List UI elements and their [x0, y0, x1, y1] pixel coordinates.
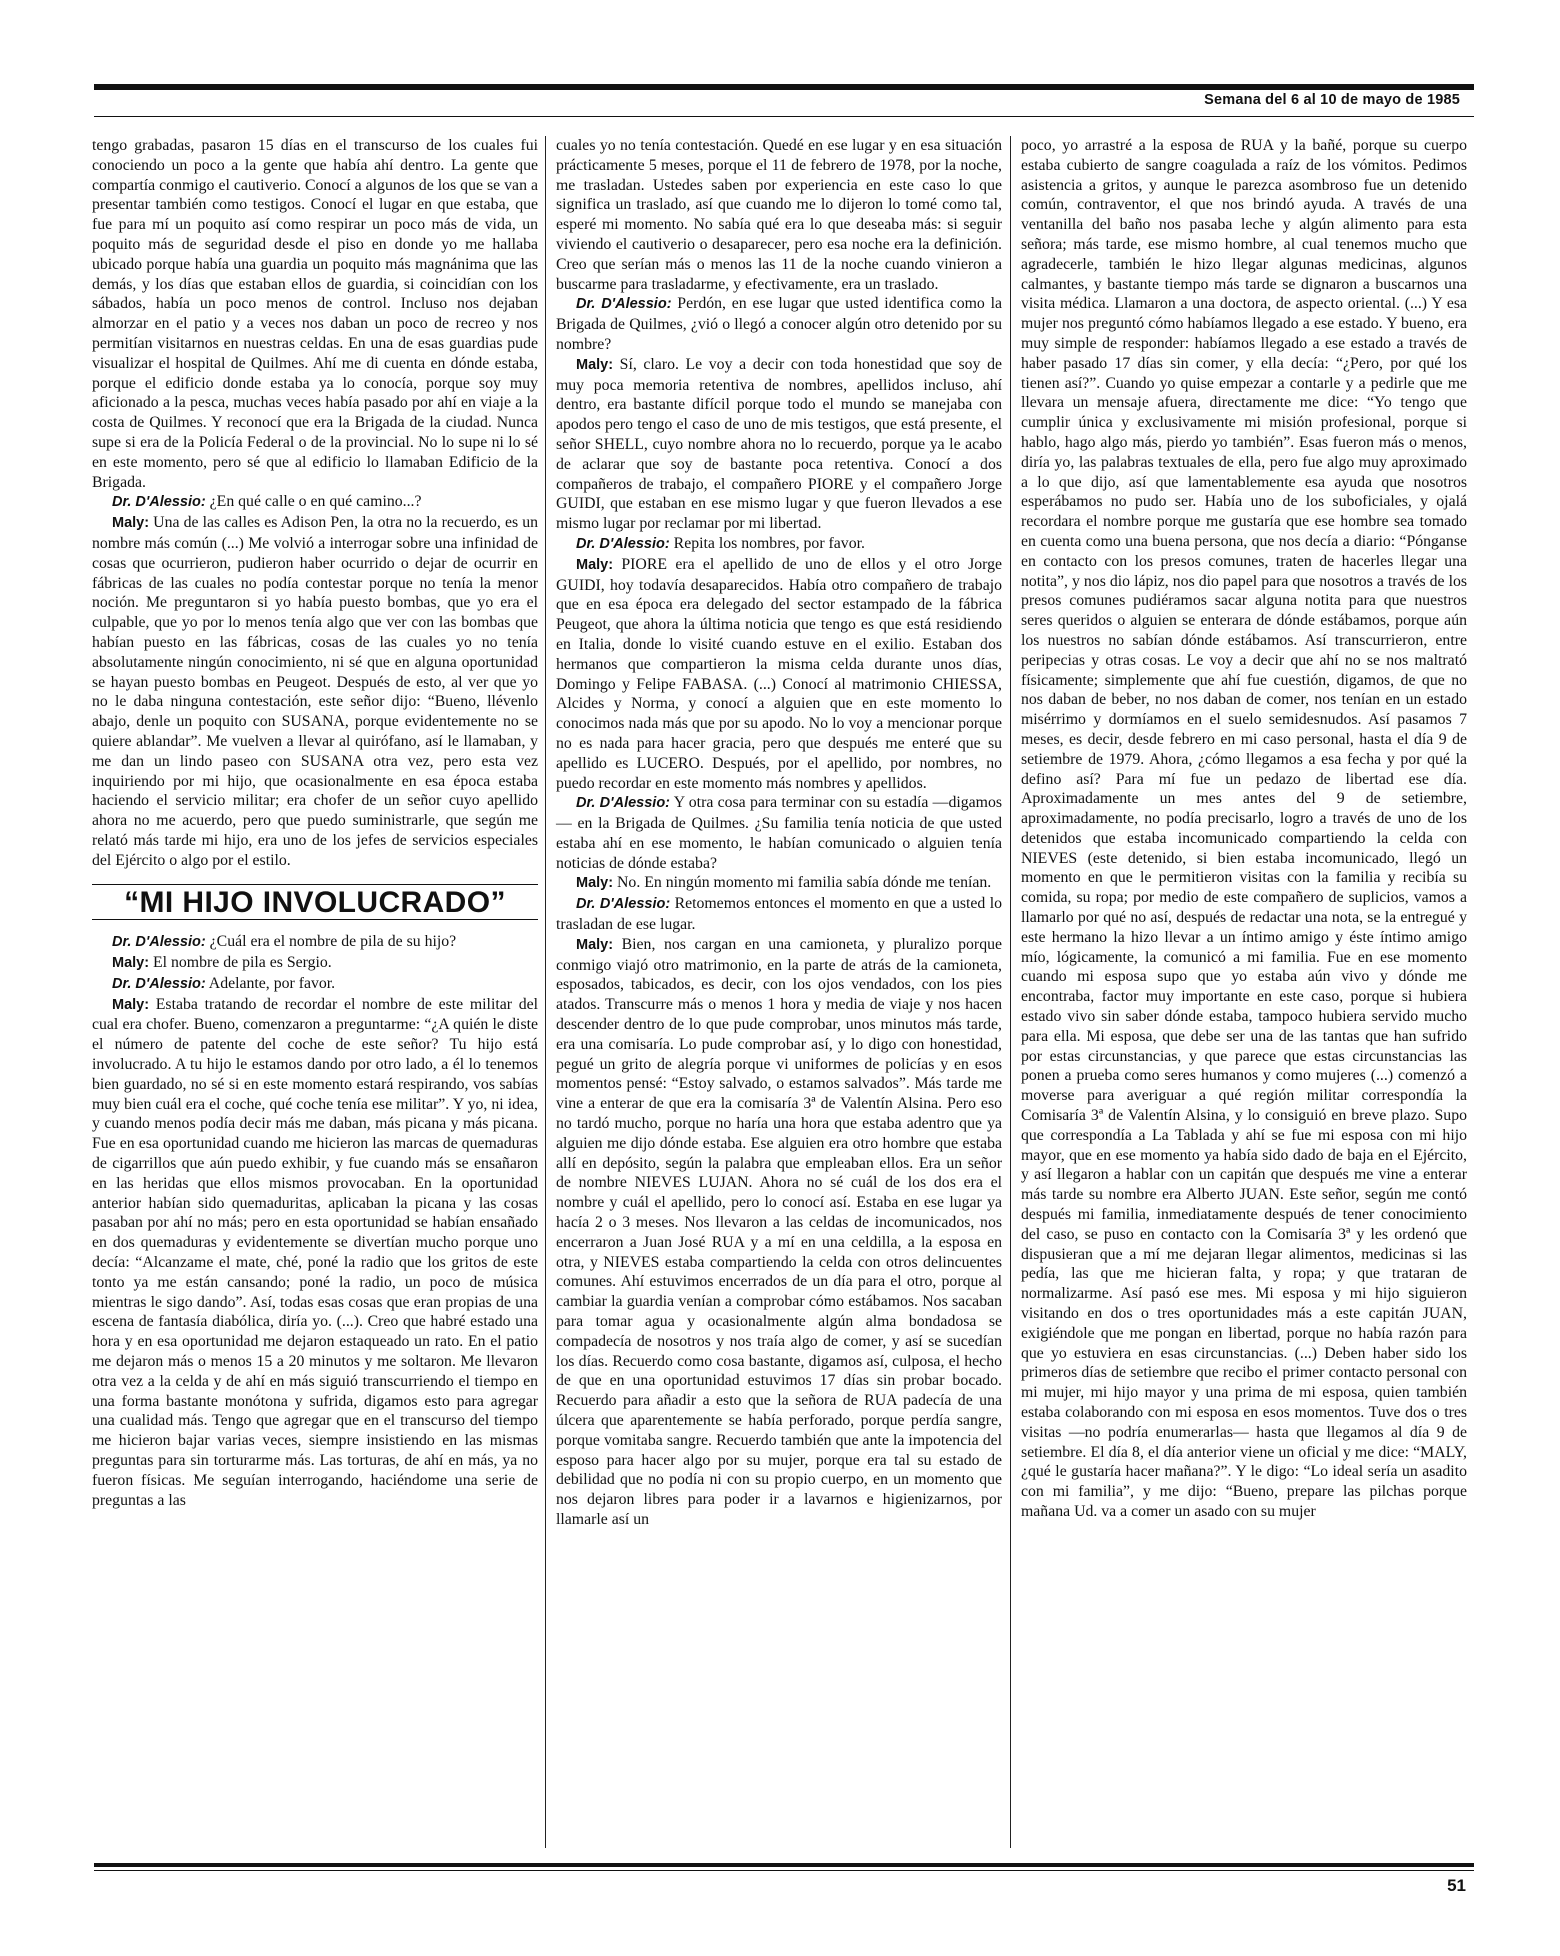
- dialogue-paragraph: [92, 513, 538, 870]
- speaker-label: Maly:: [576, 875, 614, 892]
- section-heading-box: [92, 884, 538, 920]
- dialogue-paragraph: [556, 873, 1002, 894]
- header-top-rule: [94, 84, 1474, 90]
- dialogue-paragraph: [92, 995, 538, 1511]
- dialogue-paragraph: [92, 974, 538, 995]
- dialogue-paragraph: [556, 534, 1002, 555]
- speaker-label: Dr. D'Alessio:: [576, 896, 671, 913]
- speaker-label: Maly:: [576, 556, 614, 573]
- dialogue-paragraph: [556, 793, 1002, 873]
- speaker-label: Maly:: [112, 515, 150, 532]
- header-bottom-rule: [94, 116, 1474, 117]
- running-head: Semana del 6 al 10 de mayo de 1985: [1204, 92, 1460, 108]
- speech-text: ¿En qué calle o en qué camino...?: [205, 493, 422, 511]
- speech-text: Perdón, en ese lugar que usted identifica como la Brigada de Quilmes, ¿vió o llegó a conocer algún otro detenido por su nombre?: [556, 295, 1002, 353]
- speech-text: Y otra cosa para terminar con su estadía —digamos— en la Brigada de Quilmes. ¿Su familia tenía noticia de que usted estaba ahí en ese momento, le habían comunicado o alguien tenía noticias de dónde estaba?: [556, 794, 1002, 872]
- dialogue-paragraph: [556, 935, 1002, 1530]
- dialogue-paragraph: [556, 355, 1002, 534]
- section-heading: “MI HIJO INVOLUCRADO”: [124, 886, 506, 920]
- speech-text: No. En ningún momento mi familia sabía dónde me tenían.: [613, 874, 992, 892]
- text-column-2: [556, 136, 1002, 1530]
- column-divider: [545, 136, 546, 1848]
- paragraph: cuales yo no tenía contestación. Quedé en ese lugar y en esa situación prácticamente 5 meses, porque el 11 de febrero de 1978, por la noche, me trasladan. Ustedes saben por experiencia en este caso lo que significa un traslado, así que cuando me lo dijeron lo tomé como tal, esperé mi momento. No sabía qué era lo que deseaba más: si seguir viviendo el cautiverio o desaparecer, pero esa noche era la definición. Creo que serían más o menos las 11 de la noche cuando vinieron a buscarme para trasladarme, y efectivamente, era un traslado.: [556, 137, 1002, 293]
- speech-text: El nombre de pila es Sergio.: [149, 954, 332, 972]
- dialogue-paragraph: [92, 953, 538, 974]
- dialogue-paragraph: [92, 492, 538, 513]
- text-column-1: [92, 136, 538, 1510]
- dialogue-paragraph: [92, 932, 538, 953]
- footer-rule-thin: [94, 1870, 1474, 1871]
- dialogue-paragraph: [556, 894, 1002, 935]
- speech-text: Repita los nombres, por favor.: [669, 534, 865, 552]
- column-divider: [1010, 136, 1011, 1848]
- page-number: 51: [1447, 1876, 1466, 1895]
- paragraph: tengo grabadas, pasaron 15 días en el transcurso de los cuales fui conociendo un poco a la gente que había ahí dentro. La gente que compartía conmigo el cautiverio. Conocí a algunos de los que se van a presentar también como testigos. Conocí el lugar en que estaba, que fue para mí un poquito así como respirar un poco más de vida, un poquito más de seguridad desde el piso en donde yo me hallaba ubicado porque había una guardia un poquito más magnánima que las demás, y los días que estaban ellos de guardia, si coincidían con los sábados, había un poco menos de control. Incluso nos dejaban almorzar en el patio y a veces nos daban un poco de recreo y nos permitían visitarnos en nuestras celdas. En una de esas guardias pude visualizar el hospital de Quilmes. Ahí me di cuenta en dónde estaba, porque el edificio donde estaba ya lo conocía, porque soy muy aficionado a la pesca, muchas veces había pasado por ahí en viaje a la costa de Quilmes. Y reconocí que era la Brigada de la ciudad. Nunca supe si era de la Policía Federal o de la provincial. No lo supe ni lo sé en este momento, pero sé que al edificio lo llamaban Edificio de la Brigada.: [92, 137, 538, 491]
- speech-text: Adelante, por favor.: [205, 974, 336, 992]
- text-column-3: [1021, 136, 1467, 1522]
- paragraph: poco, yo arrastré a la esposa de RUA y la bañé, porque su cuerpo estaba cubierto de sangre coagulada a raíz de los vómitos. Pedimos asistencia a gritos, y aunque le parezca asombroso fue un detenido común, contraventor, el que nos brindó ayuda. A través de una ventanilla del baño nos pasaba leche y algún alimento para esta señora; más tarde, ese mismo hombre, al cual tenemos mucho que agradecerle, también le hizo llegar algunas medicinas, algunos calmantes, y bastante tiempo más tarde se dignaron a buscarnos una visita médica. Llamaron a una doctora, de aspecto oriental. (...) Y esa mujer nos preguntó cómo habíamos llegado a ese estado. Y bueno, era muy simple de responder: habíamos llegado a ese estado a través de haber pasado 17 días sin comer, y ella decía: “¿Pero, por qué los tienen así?”. Cuando yo quise empezar a contarle y a pedirle que me llevara un mensaje afuera, directamente me dice: “Yo tengo que cumplir única y exclusivamente mi misión profesional, porque si hablo, hago algo más, pierdo yo también”. Esas fueron más o menos, diría yo, las palabras textuales de ella, pero fue algo muy aproximado a lo que dijo, así que lamentablemente esa ayuda que nosotros esperábamos no pudo ser. Había uno de los suboficiales, y ojalá recordara el nombre porque me gustaría que ese hombre sea tomado en cuenta como una buena persona, que nos decía a diario: “Pónganse en contacto con los presos comunes, traten de hacerles llegar una notita”, y nos dio lápiz, nos dio papel para que nosotros a través de los presos comunes pudiéramos sacar alguna notita para que nuestros seres queridos o alguien se enterara de dónde estábamos, porque aún los nuestros no sabían dónde estábamos. Así transcurrieron, entre peripecias y otras cosas. Le voy a decir que ahí no se nos maltrató físicamente; simplemente que ahí fue cuestión, digamos, de que no nos daban de beber, no nos daban de comer, nos tenían en un estado misérrimo y dormíamos en el suelo semidesnudos. Así pasamos 7 meses, es decir, desde febrero en mi caso personal, hasta el día 9 de setiembre de 1979. Ahora, ¿cómo llegamos a esa fecha y por qué la defino así? Para mí fue un pedazo de libertad ese día. Aproximadamente un mes antes del 9 de setiembre, aproximadamente, no podía precisarlo, logro a través de uno de los detenidos que estaba incomunicado compartiendo la celda con NIEVES (este detenido, si bien estaba incomunicado, llegó un momento en que le permitieron visitas con la familia y recibía su comida, su ropa; por medio de este compañero de suplicios, vamos a llamarlo por qué no así, después de redactar una nota, se la entregué y este hermano la hizo llevar a un íntimo amigo y éste íntimo amigo mío, lógicamente, la comunicó a mi familia. Fue en ese momento cuando mi esposa supo que yo estaba aún vivo y dónde me encontraba, factor muy importante en este caso, porque si hubiera estado vivo sin saber dónde estaba, tampoco hubiera servido mucho para ella. Mi esposa, que debe ser una de las tantas que han sufrido por estas circunstancias, y que parece que estas circunstancias las ponen a prueba como seres humanos y como mujeres (...) comenzó a moverse para averiguar a qué región militar correspondía la Comisaría 3ª de Valentín Alsina, y lo consiguió en breve plazo. Supo que correspondía a La Tablada y ahí se fue mi esposa con mi hijo mayor, que en ese momento ya había sido dado de baja en el Ejército, y así llegaron a hablar con un capitán que después me vine a enterar más tarde su nombre era Alberto JUAN. Este señor, según me contó después mi familia, inmediatamente después de tener conocimiento del caso, se puso en contacto con la Comisaría 3ª y les ordenó que dispusieran que a mí me dejaran llegar alimentos, medicinas si las pedía, las que me hicieran falta, y ropa; y que trataran de normalizarme. Así pasó ese mes. Mi esposa y mi hijo siguieron visitando en dos o tres oportunidades más a este capitán JUAN, exigiéndole que me pongan en libertad, porque no había razón para que yo estuviera en esas circunstancias. (...) Deben haber sido los primeros días de setiembre que recibo el primer contacto personal con mi mujer, mi hijo mayor y una prima de mi esposa, quien también estaba colaborando con mi esposa en esos momentos. Tuve dos o tres visitas —no podría enumerarlas— hasta que llegamos al día 9 de setiembre. El día 8, el día anterior viene un oficial y me dice: “MALY, ¿qué le gustaría hacer mañana?”. Y le digo: “Lo ideal sería un asadito con mi familia”, y me dijo: “Bueno, prepare las pilchas porque mañana Ud. va a comer un asado con su mujer: [1021, 137, 1467, 1520]
- speaker-label: Dr. D'Alessio:: [576, 296, 672, 313]
- speech-text: Una de las calles es Adison Pen, la otra no la recuerdo, es un nombre más común (...) Me volvió a interrogar sobre una infinidad de cosas que ocurrieron, pudieron haber ocurrido o dejar de ocurrir en fábricas de las cuales no podía contestar porque no tenía la menor noción. Me preguntaron si yo había puesto bombas, que yo era el culpable, que yo por lo menos tenía algo que ver con las bombas que habían puesto en las fábricas, cosas de las cuales yo no tenía absolutamente ningún conocimiento, ni sé que en alguna oportunidad se hayan puesto bombas en Peugeot. Después de esto, al ver que yo no le daba ninguna contestación, este señor dijo: “Bueno, llévenlo abajo, denle un poquito con SUSANA, porque evidentemente no se quiere ablandar”. Me vuelven a llevar al quirófano, así le llamaban, y me dan un lindo paseo con SUSANA otra vez, pero esta vez inquiriendo por mi hijo, que ocasionalmente en esa época estaba haciendo el servicio militar; era chofer de un señor cuyo apellido ahora no me acuerdo, pero que puedo suministrarle, que según me relató más tarde mi hijo, era uno de los jefes de servicios especiales del Ejército o algo por el estilo.: [92, 514, 538, 869]
- dialogue-paragraph: [556, 555, 1002, 794]
- speaker-label: Maly:: [576, 936, 614, 953]
- speech-text: Retomemos entonces el momento en que a usted lo trasladan de ese lugar.: [556, 895, 1002, 934]
- speech-text: Sí, claro. Le voy a decir con toda honestidad que soy de muy poca memoria retentiva de nombres, apellidos incluso, ahí dentro, era bastante difícil porque todo el mundo se manejaba con apodos pero tengo el caso de uno de mis testigos, que está presente, el señor SHELL, cuyo nombre ahora no lo recuerdo, porque ya le acabo de aclarar que soy de bastante poca retentiva. Conocí a dos compañeros de trabajo, el compañero PIORE y el compañero Jorge GUIDI, que estaban en ese mismo lugar y que fueron llevados a ese mismo lugar por reclamar por mi libertad.: [556, 355, 1002, 533]
- speech-text: PIORE era el apellido de uno de ellos y el otro Jorge GUIDI, hoy todavía desaparecidos. Había otro compañero de trabajo que en esa época era delegado del sector estampado de la fábrica Peugeot, que ahora la última noticia que tengo es que está residiendo en Italia, donde lo visité cuando estuve en el exilio. Estaban dos hermanos que compartieron la misma celda durante unos días, Domingo y Felipe FABASA. (...) Conocí al matrimonio CHIESSA, Alcides y Norma, y conocí a alguien que en este momento lo conocimos nada más que por su apodo. No lo voy a mencionar porque no es nada para hacer gracia, pero que después me enteré que su apellido es LUCERO. Después, por el apellido, por nombres, no puedo recordar en este momento más nombres y apellidos.: [556, 555, 1002, 792]
- speech-text: ¿Cuál era el nombre de pila de su hijo?: [205, 933, 457, 951]
- dialogue-paragraph: [556, 294, 1002, 354]
- speaker-label: Maly:: [112, 955, 150, 972]
- speech-text: Bien, nos cargan en una camioneta, y pluralizo porque conmigo viajó otro matrimonio, en la parte de atrás de la camioneta, esposados, tabicados, es decir, con los ojos vendados, con los pies atados. Transcurre más o menos 1 hora y media de viaje y nos hacen descender dentro de lo que pude comprobar, unos minutos más tarde, era una comisaría. Lo pude comprobar así, y lo digo con honestidad, pegué un grito de alegría porque vi uniformes de policías y en esos momentos pensé: “Estoy salvado, o estamos salvados”. Más tarde me vine a enterar de que era la comisaría 3ª de Valentín Alsina. Pero eso no tardó mucho, porque no haría una hora que estaba adentro que ya alguien me dijo dónde estaba. Ese alguien era otro hombre que estaba allí en depósito, según la palabra que empleaban ellos. Era un señor de nombre NIEVES LUJAN. Ahora no sé cuál de los dos era el nombre y cuál el apellido, pero lo conocí así. Estaba en ese lugar ya hacía 2 o 3 meses. Nos llevaron a las celdas de incomunicados, nos encerraron a Juan José RUA y a mí en una celdilla, a la esposa en otra, y NIEVES estaba compartiendo la celda con otros delincuentes comunes. Ahí estuvimos encerrados de un día para el otro, porque al cambiar la guardia venían a comprobar cómo estábamos. Nos sacaban para tomar agua y ocasionalmente algún alma bondadosa se compadecía de nosotros y nos traía algo de comer, y así se sucedían los días. Recuerdo como cosa bastante, digamos así, culposa, el hecho de que en una oportunidad estuvimos 17 días sin probar bocado. Recuerdo para añadir a esto que la señora de RUA padecía de una úlcera que aparentemente se había perforado, porque perdía sangre, porque vomitaba sangre. Recuerdo también que ante la impotencia del esposo para hacer algo por su mujer, porque era tal su estado de debilidad que no podía ni con su propio cuerpo, en un momento que nos dejaron libres para poder ir a lavarnos e higienizarnos, por llamarle así un: [556, 935, 1002, 1528]
- speaker-label: Dr. D'Alessio:: [576, 795, 671, 812]
- speaker-label: Dr. D'Alessio:: [112, 494, 206, 511]
- speaker-label: Maly:: [576, 356, 614, 373]
- speaker-label: Dr. D'Alessio:: [112, 934, 206, 951]
- speaker-label: Maly:: [112, 996, 150, 1013]
- footer-rule-thick: [94, 1863, 1474, 1867]
- speaker-label: Dr. D'Alessio:: [576, 535, 670, 552]
- speech-text: Estaba tratando de recordar el nombre de este militar del cual era chofer. Bueno, comenzaron a preguntarme: “¿A quién le diste el número de patente del coche de este señor? Tu hijo está involucrado. A tu hijo le estamos dando por otro lado, a él lo tenemos bien guardado, no sé si en este momento estará respirando, vos sabías muy bien cuál era el coche, qué coche tenía ese militar”. Y yo, ni idea, y cuando menos podía decir más me daban, más picana y más picana. Fue en esa oportunidad cuando me hicieron las marcas de quemaduras de cigarrillos que aún puedo exhibir, y fue cuando más se ensañaron en las heridas que ellos mismos provocaban. En la oportunidad anterior habían sido quemaduritas, aplicaban la picana y las cosas pasaban por ahí no más; pero en esta oportunidad se habían ensañado en dos quemaduras y evidentemente se divertían mucho porque uno decía: “Alcanzame el mate, ché, poné la radio que los gritos de este tonto ya me están cansando; poné la radio, un poco de música mientras le sigo dando”. Así, todas esas cosas que eran propias de una escena de fantasía diabólica, diría yo. (...). Creo que habré estado una hora y en esa oportunidad me dejaron estaqueado un rato. En el patio me dejaron más o menos 15 a 20 minutos y me soltaron. Me llevaron otra vez a la celda y de ahí en más siguió transcurriendo el tiempo en una forma bastante monótona y sufrida, digamos esto para agregar una cualidad más. Tengo que agregar que en el transcurso del tiempo me hicieron bajar varias veces, siempre insistiendo en las mismas preguntas para sin torturarme más. Las torturas, de ahí en más, ya no fueron físicas. Me seguían interrogando, haciéndome una serie de preguntas a las: [92, 995, 538, 1509]
- speaker-label: Dr. D'Alessio:: [112, 975, 206, 992]
